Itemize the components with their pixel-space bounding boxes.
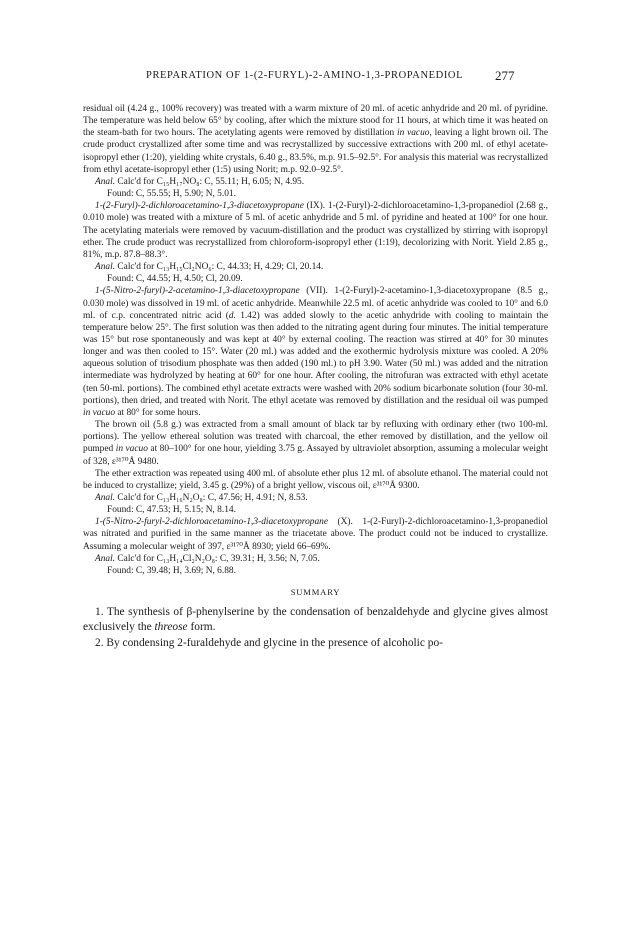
paragraph-residual-oil: residual oil (4.24 g., 100% recovery) was treated with a warm mixture of 20 ml. of acetic anhydride and 20 ml. of pyridine. The temperature was held below 65° by cooling, after which the mixture stood for 11 hours, at which time it was heated on the steam-bath for two hours. The acetylating agents were removed by distillation in vacuo, leaving a light brown oil. The crude product crystallized after some time and was recrystallized by successive extractions with 200 ml. of ethyl acetate-isopropyl ether (1:20), yielding white crystals, 6.40 g., 83.5%, m.p. 91.5–92.5°. For analysis this material was recrystallized from ethyl acetate-isopropyl ether (1:5) using Norit; m.p. 92.0–92.5°.	[83, 104, 548, 175]
summary-section	[83, 586, 548, 651]
analysis-line: Anal. Calc'd for C₁₃H₁₆N₂O₈: C, 47.56; H, 4.91; N, 8.53.	[95, 493, 308, 503]
analysis-line: Anal. Calc'd for C₁₃H₁₅Cl₂NO₆: C, 44.33; H, 4.29; Cl, 20.14.	[95, 262, 324, 273]
paragraph-brown-oil: The brown oil (5.8 g.) was extracted from a small amount of black tar by refluxing with ordinary ether (two 100-ml. portions). The yellow ethereal solution was treated with charcoal, the ether removed by distillation, and the yellow oil pumped in vacuo at 80–100° for one hour, yielding 3.75 g. Assayed by ultraviolet absorption, assuming a molecular weight of 328, ε³¹⁷⁰Å 9480.	[83, 420, 548, 467]
paragraph-ether-extraction: The ether extraction was repeated using 400 ml. of absolute ether plus 12 ml. of absolute ethanol. The material could not be induced to crystallize; yield, 3.45 g. (29%) of a bright yellow, viscous oil, ε³¹⁷⁰Å 9300.	[83, 468, 548, 491]
found-line: Found: C, 39.48; H, 3.69; N, 6.88.	[107, 565, 236, 576]
paragraph-compound-vii: 1-(5-Nitro-2-furyl)-2-acetamino-1,3-diacetoxypropane (VII). 1-(2-Furyl)-2-acetamino-1,3-diacetoxypropane (8.5 g., 0.030 mole) was dissolved in 19 ml. of acetic anhydride. Meanwhile 22.5 ml. of acetic anhydride was cooled to 10° and 6.0 ml. of c.p. concentrated nitric acid (d. 1.42) was added slowly to the acetic anhydride with cooling to maintain the temperature below 25°. The first solution was then added to the nitrating agent during four minutes. The initial temperature was 15° but rose spontaneously and was kept at 40° by external cooling. The reaction was stirred at 40° for 30 minutes longer and was then cooled to 15°. Water (20 ml.) was added and the exothermic hydrolysis mixture was cooled. A 20% aqueous solution of trisodium phosphate was then added (190 ml.) to pH 3.90. Water (50 ml.) was added and the nitration intermediate was hydrolyzed by heating at 60° for one hour. After cooling, the nitrofuran was extracted with ethyl acetate (ten 50-ml. portions). The combined ethyl acetate extracts were washed with 20% sodium bicarbonate solution (four 30-ml. portions), then dried, and treated with Norit. The ethyl acetate was removed by distillation and the residual oil was pumped in vacuo at 80° for some hours.	[83, 286, 548, 418]
found-line: Found: C, 55.55; H, 5.90; N, 5.01.	[107, 189, 236, 200]
found-line: Found: C, 47.53; H, 5.15; N, 8.14.	[107, 505, 236, 516]
page-header	[0, 70, 631, 86]
found-line: Found: C, 44.55; H, 4.50; Cl, 20.09.	[107, 274, 243, 285]
paragraph-compound-ix: 1-(2-Furyl)-2-dichloroacetamino-1,3-diacetoxypropane (IX). 1-(2-Furyl)-2-dichloroacetamino-1,3-propanediol (2.68 g., 0.010 mole) was treated with a mixture of 5 ml. of acetic anhydride and 5 ml. of pyridine and heated at 100° for one hour. The acetylating materials were removed by vacuum-distillation and the product was crystallized by stirring with isopropyl ether. The crude product was recrystallized from chloroform-isopropyl ether (1:19), decolorizing with Norit. Yield 2.85 g., 81%, m.p. 87.8–88.3°.	[83, 201, 548, 260]
compound-title: 1-(2-Furyl)-2-dichloroacetamino-1,3-diacetoxypropane	[95, 201, 304, 212]
paragraph-compound-x: 1-(5-Nitro-2-furyl-2-dichloroacetamino-1,3-diacetoxypropane (X). 1-(2-Furyl)-2-dichloroacetamino-1,3-propanediol was nitrated and purified in the same manner as the triacetate above. The product could not be induced to crystallize. Assuming a molecular weight of 397, ε³¹⁷⁰Å 8930; yield 66–69%.	[83, 517, 548, 552]
compound-title: 1-(5-Nitro-2-furyl)-2-acetamino-1,3-diacetoxypropane	[95, 286, 300, 297]
analysis-line: Anal. Calc'd for C₁₅H₁₇NO₈: C, 55.11; H, 6.05; N, 4.95.	[95, 176, 305, 187]
summary-item-1: 1. The synthesis of β-phenylserine by the condensation of benzaldehyde and glycine gives almost exclusively the threose form.	[83, 606, 548, 634]
page-number: 277	[495, 68, 515, 83]
summary-heading: SUMMARY	[290, 587, 341, 598]
analysis-line: Anal. Calc'd for C₁₃H₁₄Cl₂N₂O₈: C, 39.31; H, 3.56; N, 7.05.	[95, 553, 320, 564]
compound-title: 1-(5-Nitro-2-furyl-2-dichloroacetamino-1,3-diacetoxypropane	[95, 517, 329, 528]
running-head: PREPARATION OF 1-(2-FURYL)-2-AMINO-1,3-PROPANEDIOL	[146, 70, 464, 81]
body-text	[83, 103, 548, 651]
summary-item-2: 2. By condensing 2-furaldehyde and glycine in the presence of alcoholic po-	[95, 636, 443, 649]
